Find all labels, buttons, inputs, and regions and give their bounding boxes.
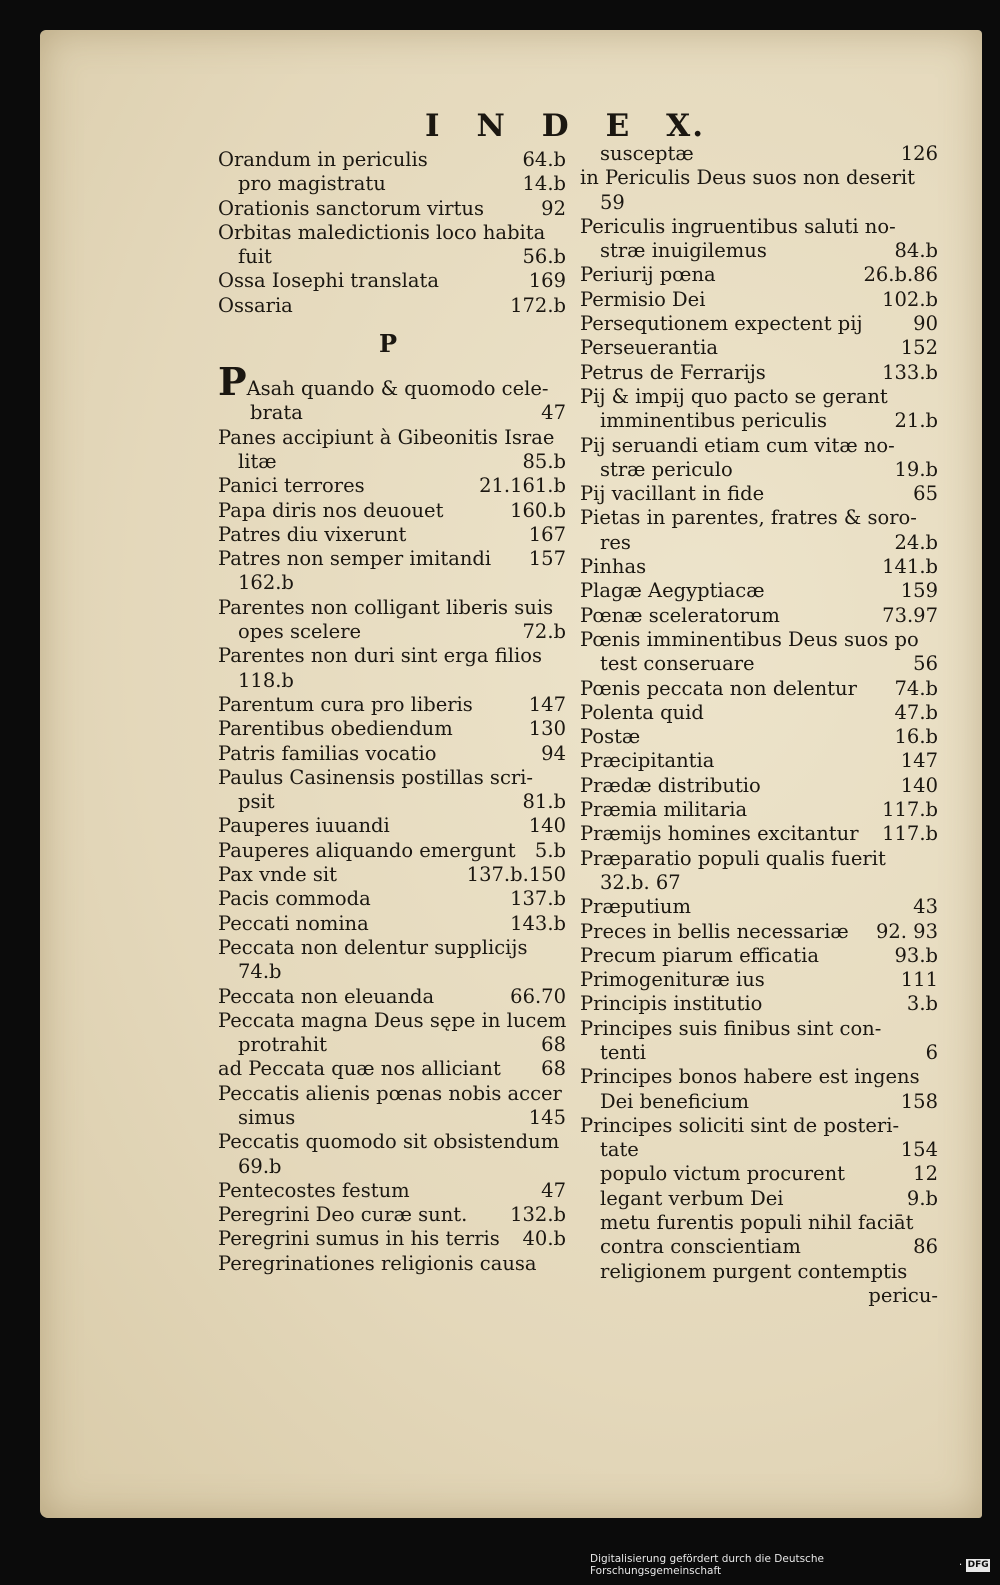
entry-term: populo victum procurent [600, 1162, 845, 1186]
index-entry [218, 644, 566, 668]
index-entry [580, 1017, 938, 1041]
entry-term: Pinhas [580, 555, 647, 579]
index-entry [218, 912, 566, 936]
index-entry [580, 628, 938, 652]
entry-term: fuit [238, 245, 272, 269]
entry-term: Peregrinationes religionis causa [218, 1251, 537, 1275]
entry-page-ref: 140 [528, 814, 566, 838]
index-entry [580, 774, 938, 798]
entry-term: Panes accipiunt à Gibeonitis Israe [218, 425, 555, 449]
index-entry [218, 294, 566, 318]
index-entry [218, 1155, 566, 1179]
index-entry [580, 677, 938, 701]
entry-page-ref: 81.b [522, 790, 566, 814]
entry-term: 74.b [238, 960, 282, 984]
entry-term: Parentibus obediendum [218, 717, 453, 741]
entry-page-ref: 21.161.b [479, 474, 566, 498]
index-entry [580, 1235, 938, 1259]
entry-page-ref: 5.b [534, 838, 566, 862]
header-letter: X. [666, 108, 705, 144]
entry-term: tenti [600, 1040, 647, 1064]
entry-term: Primogenituræ ius [580, 968, 765, 992]
entry-page-ref: 47 [541, 1178, 566, 1202]
entry-term: metu furentis populi nihil faciāt [600, 1211, 914, 1235]
entry-term: Plagæ Aegyptiacæ [580, 579, 765, 603]
entry-page-ref: 14.b [522, 172, 566, 196]
index-entry [218, 936, 566, 960]
entry-page-ref: 47 [541, 401, 566, 425]
footer-text: Digitalisierung gefördert durch die Deutsche Forschungsgemeinschaft [590, 1553, 824, 1577]
entry-page-ref: 85.b [522, 449, 566, 473]
entry-page-ref: 111 [900, 968, 938, 992]
entry-term: Pij vacillant in fide [580, 482, 765, 506]
index-entry [580, 847, 938, 871]
index-entry [218, 1106, 566, 1130]
entry-page-ref: 68 [541, 1033, 566, 1057]
index-entry [580, 944, 938, 968]
entry-page-ref: 117.b [882, 822, 938, 846]
index-entry [580, 822, 938, 846]
entry-page-ref: 12 [913, 1162, 938, 1186]
entry-term: Patris familias vocatio [218, 741, 437, 765]
right-column [580, 142, 938, 1308]
entry-page-ref: 40.b [522, 1227, 566, 1251]
entry-page-ref: 68 [541, 1057, 566, 1081]
index-entry [580, 1162, 938, 1186]
entry-term: Petrus de Ferrarijs [580, 360, 766, 384]
entry-page-ref: 169 [528, 269, 566, 293]
index-entry [580, 239, 938, 263]
entry-page-ref: 6 [925, 1040, 938, 1064]
entry-page-ref: 64.b [522, 148, 566, 171]
index-entry [580, 1114, 938, 1138]
index-entry [218, 401, 566, 425]
entry-term: Principis institutio [580, 992, 763, 1016]
entry-page-ref: 94 [541, 741, 566, 765]
entry-term: Pietas in parentes, fratres & soro- [580, 506, 917, 530]
index-entry [218, 450, 566, 474]
entry-term: 69.b [238, 1154, 282, 1178]
entry-term: Peccata non eleuanda [218, 984, 435, 1008]
entry-term: religionem purgent contemptis [600, 1259, 908, 1283]
entry-term: 59 [600, 190, 625, 214]
entry-page-ref: 133.b [882, 360, 938, 384]
entry-page-ref: 47.b [894, 700, 938, 724]
entry-term: Parentes non colligant liberis suis [218, 595, 554, 619]
index-entry [218, 790, 566, 814]
entry-page-ref: 152 [900, 336, 938, 360]
entry-page-ref: 43 [913, 895, 938, 919]
index-entry [580, 992, 938, 1016]
entry-page-ref: 16.b [894, 725, 938, 749]
entry-page-ref: 147 [900, 749, 938, 773]
index-entry [218, 1130, 566, 1154]
left-column [218, 148, 566, 1276]
header-letter: D [541, 108, 571, 144]
index-entry [218, 742, 566, 766]
entry-term: litæ [238, 449, 277, 473]
index-header [425, 108, 705, 144]
index-entry [218, 717, 566, 741]
drop-initial: P [218, 359, 247, 405]
index-entry [218, 1082, 566, 1106]
index-entry [218, 359, 566, 405]
entry-term: Periurij pœna [580, 263, 716, 287]
footer-credit: Digitalisierung gefördert durch die Deutsche Forschungsgemeinschaft · DFG [590, 1553, 989, 1577]
index-entry [580, 361, 938, 385]
entry-page-ref: 73.97 [882, 603, 938, 627]
index-entry [218, 221, 566, 245]
index-entry [580, 920, 938, 944]
entry-term: Perseuerantia [580, 336, 718, 360]
index-entry [218, 1252, 566, 1276]
entry-term: Orationis sanctorum virtus [218, 196, 484, 220]
index-entry [218, 1179, 566, 1203]
entry-term: Præcipitantia [580, 749, 715, 773]
entry-term: Parentes non duri sint erga filios [218, 644, 542, 668]
entry-term: 32.b. 67 [600, 870, 681, 894]
entry-page-ref: 26.b.86 [863, 263, 938, 287]
entry-term: Peccatis alienis pœnas nobis accer [218, 1081, 562, 1105]
index-entry [580, 1187, 938, 1211]
index-entry [580, 1260, 938, 1284]
index-entry [218, 620, 566, 644]
index-entry [218, 571, 566, 595]
index-entry [580, 409, 938, 433]
index-entry [580, 385, 938, 409]
entry-term: Postæ [580, 725, 641, 749]
entry-page-ref: 126 [900, 142, 938, 165]
entry-page-ref: 137.b.150 [466, 863, 566, 887]
index-entry [580, 531, 938, 555]
entry-page-ref: 84.b [894, 239, 938, 263]
entry-page-ref: 154 [900, 1138, 938, 1162]
index-entry [580, 434, 938, 458]
index-entry [218, 863, 566, 887]
entry-term: Præputium [580, 895, 691, 919]
entry-page-ref: 167 [528, 522, 566, 546]
entry-page-ref: 159 [900, 579, 938, 603]
dfg-logo-icon: DFG [967, 1559, 989, 1570]
index-entry [218, 1009, 566, 1033]
index-entry [218, 814, 566, 838]
entry-term: Permisio Dei [580, 287, 706, 311]
index-entry [580, 725, 938, 749]
entry-page-ref: 56.b [522, 245, 566, 269]
entry-term: Pauperes iuuandi [218, 814, 390, 838]
index-entry [218, 766, 566, 790]
entry-term: Persequtionem expectent pij [580, 312, 863, 336]
entry-page-ref: 157 [528, 547, 566, 571]
entry-term: Peregrini sumus in his terris [218, 1227, 500, 1251]
entry-page-ref: 19.b [894, 457, 938, 481]
entry-term: test conseruare [600, 652, 755, 676]
entry-term: Prædæ distributio [580, 773, 761, 797]
entry-term: ad Peccata quæ nos alliciant [218, 1057, 501, 1081]
index-entry [218, 547, 566, 571]
entry-term: Papa diris nos deuouet [218, 498, 444, 522]
entry-term: protrahit [238, 1033, 327, 1057]
entry-term: Patres non semper imitandi [218, 547, 492, 571]
entry-term: Pacis commoda [218, 887, 371, 911]
entry-page-ref: 172.b [510, 293, 566, 317]
entry-page-ref: 117.b [882, 798, 938, 822]
index-entry [580, 312, 938, 336]
index-entry [580, 263, 938, 287]
entry-term: Præparatio populi qualis fuerit [580, 846, 886, 870]
entry-term: Præmijs homines excitantur [580, 822, 859, 846]
entry-page-ref: 145 [528, 1105, 566, 1129]
entry-term: susceptæ [600, 142, 694, 165]
entry-term: Peregrini Deo curæ sunt. [218, 1203, 468, 1227]
entry-term: psit [238, 790, 275, 814]
entry-page-ref: 92. 93 [875, 919, 938, 943]
entry-page-ref: 137.b [510, 887, 566, 911]
entry-term: pericu- [868, 1283, 938, 1307]
index-entry [580, 701, 938, 725]
entry-term: Dei beneficium [600, 1089, 749, 1113]
header-letter: E [605, 108, 632, 144]
index-entry [580, 506, 938, 530]
entry-term: Polenta quid [580, 700, 704, 724]
index-entry [580, 166, 938, 190]
entry-page-ref: 86 [913, 1235, 938, 1259]
entry-term: Ossa Iosephi translata [218, 269, 439, 293]
index-entry [218, 499, 566, 523]
index-entry [218, 197, 566, 221]
entry-term: Pœnæ sceleratorum [580, 603, 780, 627]
entry-term: Orandum in periculis [218, 148, 428, 171]
entry-page-ref: 90 [913, 312, 938, 336]
index-entry [218, 669, 566, 693]
entry-page-ref: 3.b [906, 992, 938, 1016]
index-entry [580, 191, 938, 215]
index-entry [580, 1090, 938, 1114]
entry-term: Precum piarum efficatia [580, 943, 819, 967]
index-entry [580, 215, 938, 239]
entry-term: PAsah quando & quomodo cele- [218, 359, 549, 405]
index-entry [218, 960, 566, 984]
index-entry [580, 1284, 938, 1308]
entry-term: Pauperes aliquando emergunt [218, 838, 516, 862]
index-entry [580, 871, 938, 895]
index-entry [580, 604, 938, 628]
index-entry [580, 1211, 938, 1235]
entry-term: Pij seruandi etiam cum vitæ no- [580, 433, 895, 457]
entry-term: tate [600, 1138, 639, 1162]
entry-page-ref: 65 [913, 482, 938, 506]
entry-term: Pax vnde sit [218, 863, 337, 887]
entry-term: Panici terrores [218, 474, 365, 498]
entry-term: pro magistratu [238, 172, 386, 196]
section-letter: P [378, 329, 398, 359]
index-entry [580, 555, 938, 579]
entry-page-ref: 24.b [894, 530, 938, 554]
entry-page-ref: 102.b [882, 287, 938, 311]
index-entry [218, 693, 566, 717]
index-entry [580, 142, 938, 166]
entry-term: Pij & impij quo pacto se gerant [580, 384, 888, 408]
entry-term: Paulus Casinensis postillas scri- [218, 765, 534, 789]
entry-term: Patres diu vixerunt [218, 522, 407, 546]
index-entry [218, 1203, 566, 1227]
index-entry [580, 1138, 938, 1162]
entry-page-ref: 74.b [894, 676, 938, 700]
entry-term: Præmia militaria [580, 798, 748, 822]
index-entry [218, 985, 566, 1009]
entry-term: Pœnis imminentibus Deus suos po [580, 627, 919, 651]
entry-term: Orbitas maledictionis loco habita [218, 220, 546, 244]
index-entry [580, 1065, 938, 1089]
index-entry [218, 1057, 566, 1081]
index-entry [218, 269, 566, 293]
index-entry [580, 749, 938, 773]
index-entry [580, 895, 938, 919]
entry-term: 162.b [238, 571, 294, 595]
entry-page-ref: 56 [913, 652, 938, 676]
entry-page-ref: 130 [528, 717, 566, 741]
entry-term: stræ periculo [600, 457, 733, 481]
entry-term: imminentibus periculis [600, 409, 827, 433]
entry-term: res [600, 530, 631, 554]
index-entry [218, 245, 566, 269]
entry-page-ref: 160.b [510, 498, 566, 522]
index-entry [218, 887, 566, 911]
entry-term: Peccata non delentur supplicijs [218, 935, 528, 959]
entry-page-ref: 66.70 [510, 984, 566, 1008]
index-entry [580, 1041, 938, 1065]
index-entry [580, 482, 938, 506]
header-letter: I [425, 108, 442, 144]
entry-term: Pentecostes festum [218, 1178, 410, 1202]
entry-page-ref: 21.b [894, 409, 938, 433]
index-entry [580, 336, 938, 360]
entry-term: opes scelere [238, 620, 362, 644]
index-entry [218, 1033, 566, 1057]
entry-term: Parentum cura pro liberis [218, 692, 473, 716]
index-entry [580, 579, 938, 603]
index-entry [218, 596, 566, 620]
entry-term: simus [238, 1105, 296, 1129]
entry-term: contra conscientiam [600, 1235, 801, 1259]
entry-page-ref: 147 [528, 692, 566, 716]
header-letter: N [476, 108, 507, 144]
entry-term: in Periculis Deus suos non deserit [580, 166, 915, 190]
entry-page-ref: 141.b [882, 555, 938, 579]
index-entry [218, 1227, 566, 1251]
entry-page-ref: 72.b [522, 620, 566, 644]
entry-term: Preces in bellis necessariæ [580, 919, 849, 943]
entry-term: Principes bonos habere est ingens [580, 1065, 920, 1089]
index-entry [218, 172, 566, 196]
entry-term: Peccatis quomodo sit obsistendum [218, 1130, 560, 1154]
entry-page-ref: 140 [900, 773, 938, 797]
index-entry [218, 523, 566, 547]
index-entry [218, 474, 566, 498]
entry-page-ref: 9.b [906, 1186, 938, 1210]
index-entry [218, 839, 566, 863]
index-entry [580, 968, 938, 992]
entry-term: 118.b [238, 668, 294, 692]
index-entry [580, 798, 938, 822]
index-entry [218, 148, 566, 172]
entry-page-ref: 143.b [510, 911, 566, 935]
index-entry [580, 652, 938, 676]
entry-term: Pœnis peccata non delentur [580, 676, 857, 700]
entry-term: stræ inuigilemus [600, 239, 767, 263]
entry-page-ref: 132.b [510, 1203, 566, 1227]
entry-term: Periculis ingruentibus saluti no- [580, 214, 896, 238]
entry-term: brata [250, 401, 303, 425]
index-entry [218, 426, 566, 450]
index-entry [580, 458, 938, 482]
entry-term: Ossaria [218, 293, 293, 317]
entry-term: Principes suis finibus sint con- [580, 1016, 882, 1040]
index-entry [580, 288, 938, 312]
entry-page-ref: 93.b [894, 943, 938, 967]
entry-term: legant verbum Dei [600, 1186, 784, 1210]
entry-page-ref: 92 [541, 196, 566, 220]
entry-term: Principes soliciti sint de posteri- [580, 1113, 900, 1137]
entry-term: Peccata magna Deus sępe in lucem [218, 1008, 567, 1032]
entry-page-ref: 158 [900, 1089, 938, 1113]
entry-term: Peccati nomina [218, 911, 369, 935]
